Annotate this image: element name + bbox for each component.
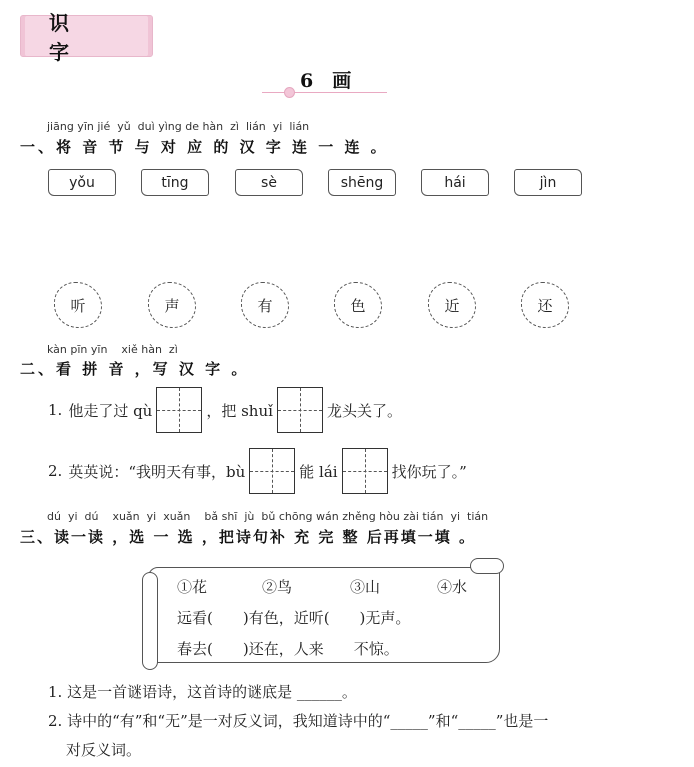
syllable-box[interactable]: shēng	[328, 169, 396, 196]
question-3-1: 1. 这是一首谜语诗，这首诗的谜底是 ______。	[48, 683, 357, 701]
section3-heading: 三、读一读 ，选 一 选 ，把诗句补 充 完 整 后再填一填 。	[20, 528, 477, 546]
section2-pinyin: kàn pīn yīn xiě hàn zì	[47, 343, 178, 356]
question-2-1	[48, 387, 402, 433]
syllable-box[interactable]: yǒu	[48, 169, 116, 196]
character-cloud[interactable]: 还	[521, 282, 569, 328]
tian-grid-input[interactable]	[277, 387, 323, 433]
section3-pinyin: dú yi dú xuǎn yi xuǎn bǎ shī jù bǔ chōng wán zhěng hòu zài tián yi tián	[47, 510, 489, 523]
question-number: 1.	[48, 401, 63, 419]
lesson-title: 6 画	[300, 70, 352, 92]
tian-grid-input[interactable]	[249, 448, 295, 494]
scroll-roll-icon	[142, 572, 158, 670]
poem-line: 远看( )有色，近听( )无声。	[177, 609, 411, 627]
title-dot-icon	[284, 87, 295, 98]
question-text: 他走了过 qù	[68, 401, 153, 420]
question-number: 2.	[48, 462, 63, 480]
character-cloud[interactable]: 近	[428, 282, 476, 328]
character-cloud[interactable]: 听	[54, 282, 102, 328]
question-2-2	[48, 448, 467, 494]
question-text: 找你玩了。”	[391, 462, 467, 481]
section2-heading: 二、看 拼 音 ，写 汉 字 。	[20, 360, 250, 378]
character-cloud[interactable]: 色	[334, 282, 382, 328]
syllable-box[interactable]: jìn	[514, 169, 582, 196]
tian-grid-input[interactable]	[342, 448, 388, 494]
option-4: ④水	[437, 578, 468, 596]
tian-grid-input[interactable]	[156, 387, 202, 433]
question-text: 能 lái	[299, 462, 338, 481]
section1-heading: 一、将 音 节 与 对 应 的 汉 字 连 一 连 。	[20, 138, 389, 156]
scroll-curl-icon	[470, 558, 504, 574]
section1-pinyin: jiāng yīn jié yǔ duì yìng de hàn zì lián yi lián	[47, 120, 310, 133]
question-text: ，把 shuǐ	[206, 401, 273, 420]
question-text: 龙头关了。	[326, 401, 402, 420]
character-cloud[interactable]: 有	[241, 282, 289, 328]
section-banner: 识 字	[20, 15, 153, 57]
option-1: ①花	[177, 578, 208, 596]
syllable-box[interactable]: hái	[421, 169, 489, 196]
syllable-box[interactable]: sè	[235, 169, 303, 196]
question-text: 英英说：“我明天有事，bù	[68, 462, 246, 481]
option-3: ③山	[350, 578, 381, 596]
poem-line: 春去( )还在，人来 不惊。	[177, 640, 399, 658]
question-3-2-cont: 对反义词。	[66, 741, 142, 759]
option-2: ②鸟	[262, 578, 293, 596]
character-cloud[interactable]: 声	[148, 282, 196, 328]
syllable-box[interactable]: tīng	[141, 169, 209, 196]
title-underline	[262, 92, 387, 93]
question-3-2: 2. 诗中的“有”和“无”是一对反义词，我知道诗中的“_____”和“_____”也是一	[48, 712, 549, 730]
